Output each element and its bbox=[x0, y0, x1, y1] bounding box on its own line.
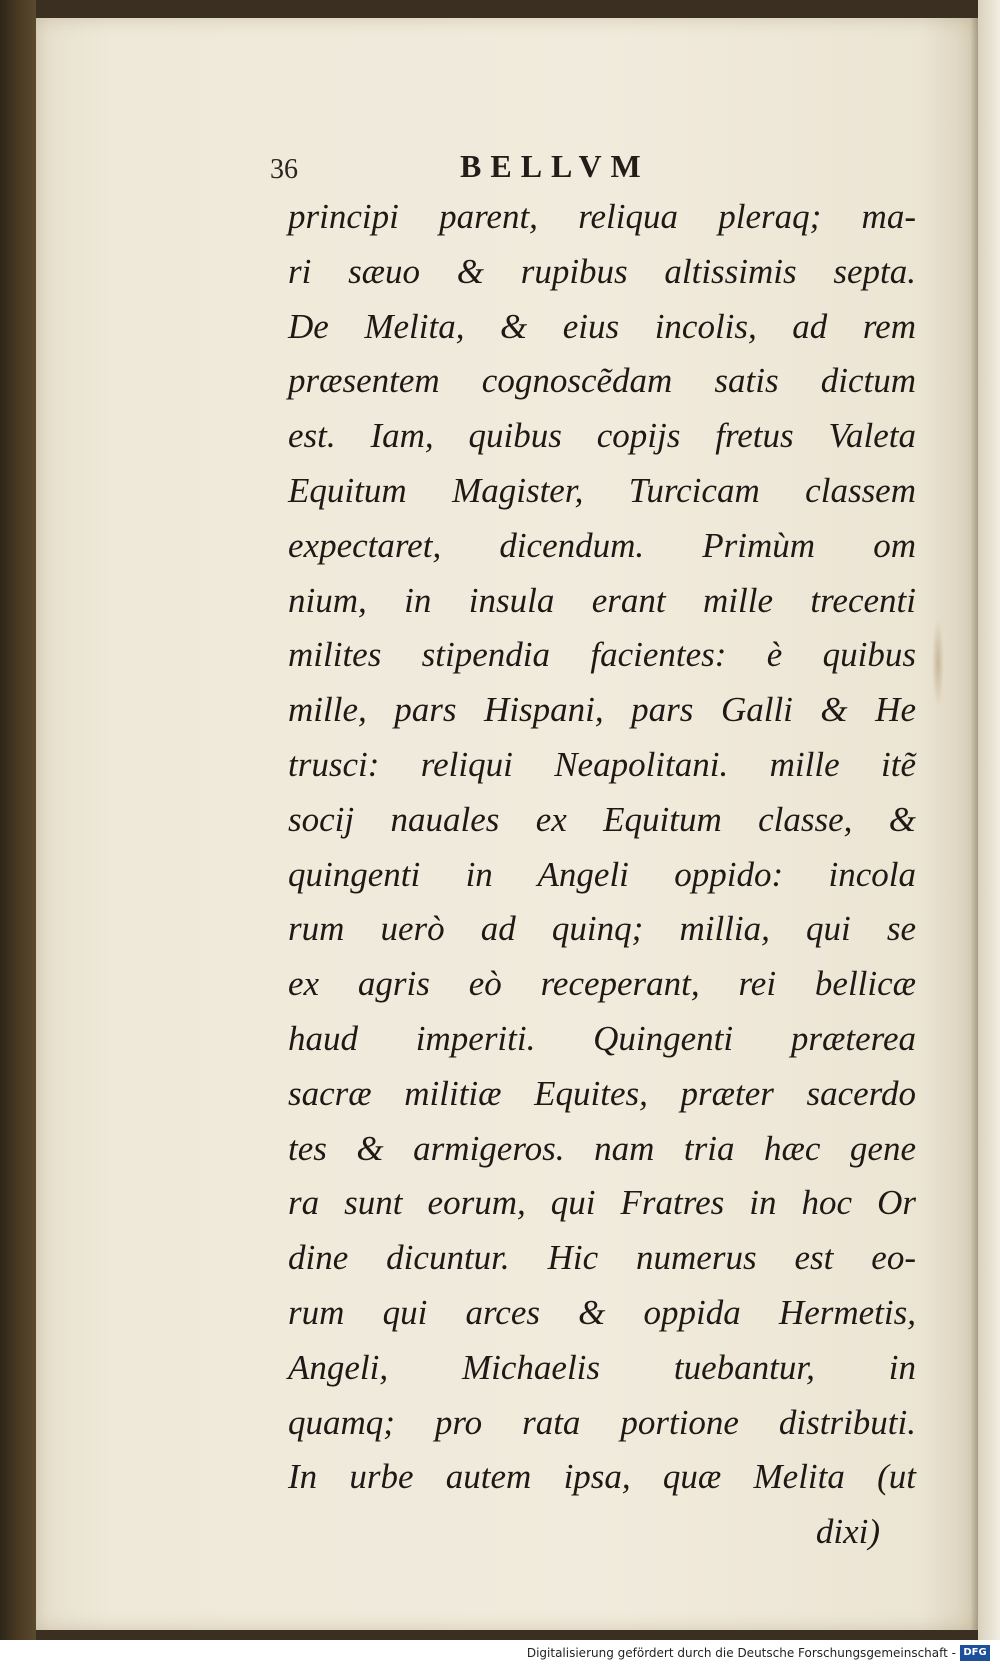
text-line: dine dicuntur. Hic numerus est eo- bbox=[288, 1238, 916, 1278]
text-line: sacræ militiæ Equites, præter sacerdo bbox=[288, 1073, 916, 1113]
catchword: dixi) bbox=[815, 1512, 880, 1552]
text-line: quingenti in Angeli oppido: incola bbox=[288, 854, 916, 894]
text-line: De Melita, & eius incolis, ad rem bbox=[288, 306, 916, 346]
text-line: mille, pars Hispani, pars Galli & He bbox=[288, 690, 916, 730]
text-line: Equitum Magister, Turcicam classem bbox=[288, 470, 916, 510]
text-line: rum qui arces & oppida Hermetis, bbox=[288, 1292, 916, 1332]
dfg-logo: DFG bbox=[960, 1645, 990, 1661]
text-line: rum uerò ad quinq; millia, qui se bbox=[288, 909, 916, 949]
page-number: 36 bbox=[270, 154, 298, 185]
text-line: expectaret, dicendum. Primùm om bbox=[288, 525, 916, 565]
running-head bbox=[270, 148, 910, 192]
running-title: BELLVM bbox=[460, 148, 650, 184]
text-line: ri sæuo & rupibus altissimis septa. bbox=[288, 251, 916, 291]
body-text bbox=[288, 190, 916, 1560]
text-line: principi parent, reliqua pleraq; ma- bbox=[288, 197, 916, 236]
text-line: socij nauales ex Equitum classe, & bbox=[288, 799, 916, 839]
text-line: Angeli, Michaelis tuebantur, in bbox=[288, 1347, 916, 1387]
digitization-footer bbox=[0, 1640, 1000, 1668]
text-line: tes & armigeros. nam tria hæc gene bbox=[288, 1128, 916, 1168]
text-line: præsentem cognoscẽdam satis dictum bbox=[288, 361, 916, 401]
book-spine bbox=[0, 0, 36, 1640]
text-line: milites stipendia facientes: è quibus bbox=[288, 635, 916, 675]
text-line: quamq; pro rata portione distributi. bbox=[288, 1402, 916, 1442]
text-line: nium, in insula erant mille trecenti bbox=[288, 580, 916, 620]
text-line: trusci: reliqui Neapolitani. mille itẽ bbox=[288, 744, 916, 784]
book-cover-edge bbox=[978, 0, 1000, 1640]
text-line: haud imperiti. Quingenti præterea bbox=[288, 1018, 916, 1058]
text-line: In urbe autem ipsa, quæ Melita (ut bbox=[288, 1457, 916, 1497]
text-line: est. Iam, quibus copijs fretus Valeta bbox=[288, 416, 916, 456]
funding-credit: Digitalisierung gefördert durch die Deutsche Forschungsgemeinschaft - bbox=[526, 1646, 956, 1660]
text-line: ra sunt eorum, qui Fratres in hoc Or bbox=[288, 1183, 916, 1223]
text-line: ex agris eò receperant, rei bellicæ bbox=[288, 964, 916, 1004]
page-shadow-edge bbox=[970, 18, 978, 1630]
paper-stain bbox=[932, 618, 944, 708]
